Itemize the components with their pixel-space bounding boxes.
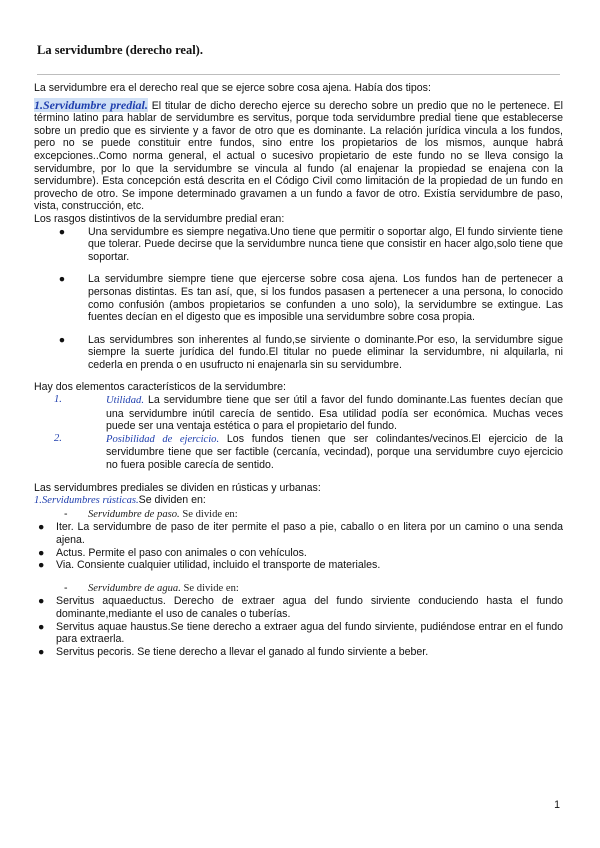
paso-text: Se divide en:: [179, 508, 238, 520]
paso-item: Actus. Permite el paso con animales o con vehículos.: [56, 546, 307, 559]
list-item: [34, 521, 563, 546]
rasgos-intro: Los rasgos distintivos de la servidumbre predial eran:: [34, 212, 285, 225]
paso-item: Via. Consiente cualquier utilidad, incluido el transporte de materiales.: [56, 559, 381, 572]
predial-heading: 1.Servidumbre predial.: [34, 97, 148, 112]
agua-text: Se divide en:: [180, 582, 239, 594]
list-item: [34, 433, 563, 472]
agua-label: Servidumbre de agua.: [88, 582, 181, 594]
list-item: [34, 646, 563, 659]
list-item: [34, 334, 563, 372]
elemento-text: Los fundos tienen que ser colindantes/vecinos.El ejercicio de la servidumbre tiene que ser factible (cercanía, vecindad), porque una servidumbre cuyo ejercicio no fuera posible carecía de sentido.: [106, 432, 563, 472]
bullet-icon: ●: [58, 333, 66, 346]
list-item: [34, 226, 563, 264]
title-divider: [37, 74, 560, 75]
predial-paragraph: [34, 99, 563, 213]
page-number: 1: [554, 799, 560, 811]
bullet-icon: ●: [58, 225, 66, 238]
rusticas-line: [34, 494, 563, 508]
list-number: 2.: [54, 432, 62, 444]
agua-item: Servitus pecoris. Se tiene derecho a llevar el ganado al fundo sirviente a beber.: [56, 645, 429, 658]
list-item: [34, 547, 563, 560]
rasgo-text: Una servidumbre es siempre negativa.Uno tiene que permitir o soportar algo, El fundo sirviente tiene que tolerar. Puede decirse que la servidumbre nunca tiene que consistir en hacer algo,solo tiene que soportar.: [88, 225, 563, 263]
bullet-icon: ●: [38, 546, 45, 559]
list-item: [34, 559, 563, 572]
agua-item: Servitus aquaeductus. Derecho de extraer agua del fundo sirviente conduciendo hasta el fundo dominante,mediante el uso de canales o tuberías.: [56, 595, 563, 620]
predial-text: El titular de dicho derecho ejerce su derecho sobre un predio que no le pertenece. El término latino para hablar de servidumbre es servitus, porque toda servidumbre predial tiene que establecerse sobre un predio que es sirviente y a favor de otro que es dominante. La relación jurídica vincula a los fundos, pero no se puede constituir entre fundos, sino entre los propietarios de los mismos, aunque habrá excepciones..Como norma general, el actual o sucesivo propietario de este fundo no se lleva consigo la servidumbre, por lo que la servidumbre se vincula al fundo (al enajenar la propiedad se enajena con la servidumbre). Esta concepción está descrita en el Código Civil como limitación de la propiedad de un fundo en provecho de otro. Se impone determinado gravamen a un fundo a favor de otro. Existía servidumbre de paso, vista, construcción, etc.: [34, 99, 564, 213]
list-number: 1.: [54, 394, 62, 406]
agua-item: Servitus aquae haustus.Se tiene derecho a extraer agua del fundo sirviente, pudiéndose entrar en el fundo para extraerla.: [56, 620, 563, 646]
rasgo-text: Las servidumbres son inherentes al fundo,se sirviente o dominante.Por eso, la servidumbre sigue siempre la suerte jurídica del fundo.El titular no puede eliminar la servidumbre, ni alquilarla, ni cederla en prenda o en usufructo ni enajenarla sin su servidumbre.: [88, 333, 563, 371]
list-item: [34, 621, 563, 646]
bullet-icon: ●: [58, 273, 66, 286]
intro-paragraph: La servidumbre era el derecho real que se ejerce sobre cosa ajena. Había dos tipos:: [34, 82, 431, 94]
rasgo-text: La servidumbre siempre tiene que ejercerse sobre cosa ajena. Los fundos han de pertenecer a personas distintas. Es tan así, que, si los fundos pasasen a pertenecer a una persona, lo conocido como confusión (ambos propietarios se confunden a uno solo), la servidumbre se extingue. Las fuentes decían en el digesto que es imposible una servidumbre sobre cosa propia.: [88, 273, 563, 324]
tipos-intro: Las servidumbres prediales se dividen en rústicas y urbanas:: [34, 481, 321, 494]
bullet-icon: ●: [38, 521, 45, 534]
list-item: [34, 394, 563, 433]
bullet-icon: ●: [38, 620, 45, 633]
elementos-intro: Hay dos elementos característicos de la servidumbre:: [34, 381, 287, 394]
list-item: [34, 273, 563, 323]
paso-label: Servidumbre de paso.: [88, 508, 180, 520]
dash-marker: -: [64, 507, 68, 520]
document-body: [34, 82, 563, 658]
rusticas-heading: 1.Servidumbres rústicas.: [34, 495, 139, 507]
sublist-header: [34, 508, 563, 522]
list-item: [34, 595, 563, 620]
dash-marker: -: [64, 581, 68, 594]
bullet-icon: ●: [38, 559, 45, 572]
elemento-label: Posibilidad de ejercicio.: [106, 433, 220, 445]
elemento-label: Utilidad.: [106, 395, 144, 407]
page-title: La servidumbre (derecho real).: [37, 43, 203, 57]
rusticas-text: Se dividen en:: [138, 494, 206, 507]
sublist-header: [34, 582, 563, 596]
paso-item: Iter. La servidumbre de paso de iter permite el paso a pie, caballo o en litera por un camino o una senda ajena.: [56, 521, 563, 546]
elemento-text: La servidumbre tiene que ser útil a favor del fundo dominante.Las fuentes decían que una servidumbre inútil carecía de sentido. Esa utilidad podía ser económica. Muchas veces puede ser una ventaja estética o para el propietario del fundo.: [106, 394, 563, 433]
bullet-icon: ●: [38, 595, 45, 608]
bullet-icon: ●: [38, 645, 45, 658]
